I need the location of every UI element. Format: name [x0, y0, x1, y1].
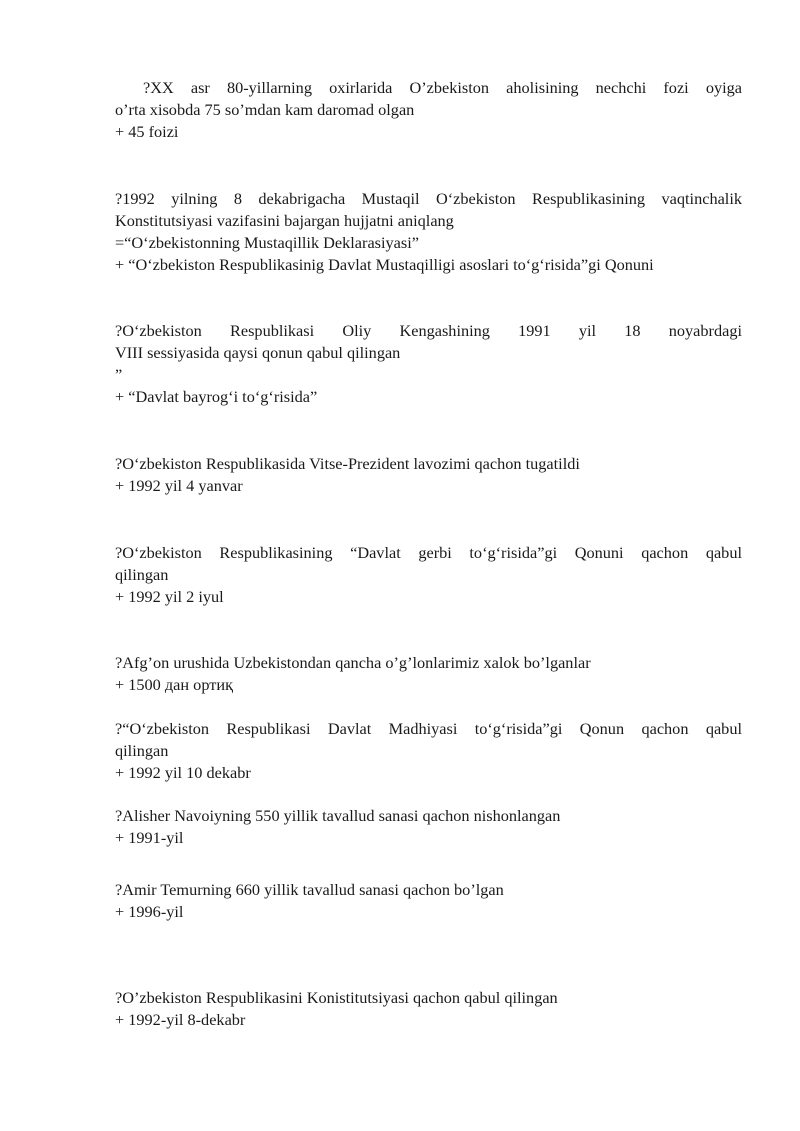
question-block	[115, 77, 742, 143]
answer-text: + 1992 yil 4 yanvar	[115, 476, 243, 495]
question-text: ?XX asr 80-yillarning oxirlarida O’zbekiston aholisining nechchi fozi oyiga	[143, 78, 742, 97]
answer-text: + 1992 yil 10 dekabr	[115, 763, 251, 782]
question-text: ?O‘zbekiston Respublikasining “Davlat gerbi to‘g‘risida”gi Qonuni qachon qabul	[115, 543, 742, 562]
answer-text: + 1500 дан ортиқ	[115, 675, 233, 694]
answer-text: + “Davlat bayrog‘i to‘g‘risida”	[115, 387, 318, 406]
answer-text: + “O‘zbekiston Respublikasinig Davlat Mustaqilligi asoslari to‘g‘risida”gi Qonuni	[115, 255, 654, 274]
question-text: ?Afg’on urushida Uzbekistondan qancha o’g’lonlarimiz xalok bo’lganlar	[115, 653, 591, 672]
question-text: ?“O‘zbekiston Respublikasi Davlat Madhiyasi to‘g‘risida”gi Qonun qachon qabul	[115, 719, 742, 738]
question-block	[115, 879, 742, 923]
question-text: ?Alisher Navoiyning 550 yillik tavallud sanasi qachon nishonlangan	[115, 806, 561, 825]
question-block	[115, 188, 742, 276]
question-text-continued: qilingan	[115, 741, 169, 760]
question-text: ?1992 yilning 8 dekabrigacha Mustaqil O‘zbekiston Respublikasining vaqtinchalik	[115, 189, 742, 208]
question-block	[115, 718, 742, 784]
question-text: ?O‘zbekiston Respublikasida Vitse-Prezident lavozimi qachon tugatildi	[115, 454, 580, 473]
question-text-continued: o’rta xisobda 75 so’mdan kam daromad olgan	[115, 100, 415, 119]
question-text: ?Amir Temurning 660 yillik tavallud sanasi qachon bo’lgan	[115, 880, 504, 899]
question-block	[115, 320, 742, 408]
answer-text: + 1992-yil 8-dekabr	[115, 1010, 246, 1029]
distractor-answer-text: =“O‘zbekistonning Mustaqillik Deklarasiyasi”	[115, 233, 419, 252]
answer-text: + 1996-yil	[115, 902, 184, 921]
question-text-continued: qilingan	[115, 565, 169, 584]
question-block	[115, 542, 742, 608]
answer-text: + 1991-yil	[115, 828, 184, 847]
answer-text: + 45 foizi	[115, 122, 179, 141]
question-block	[115, 987, 742, 1031]
stray-quote-mark: ”	[115, 365, 123, 384]
question-block	[115, 652, 742, 696]
question-text: ?O‘zbekiston Respublikasi Oliy Kengashining 1991 yil 18 noyabrdagi	[115, 321, 742, 340]
answer-text: + 1992 yil 2 iyul	[115, 587, 224, 606]
question-text-continued: VIII sessiyasida qaysi qonun qabul qilingan	[115, 343, 401, 362]
question-block	[115, 805, 742, 849]
question-block	[115, 453, 742, 497]
question-text-continued: Konstitutsiyasi vazifasini bajargan hujjatni aniqlang	[115, 211, 454, 230]
question-text: ?O’zbekiston Respublikasini Konistitutsiyasi qachon qabul qilingan	[115, 988, 558, 1007]
